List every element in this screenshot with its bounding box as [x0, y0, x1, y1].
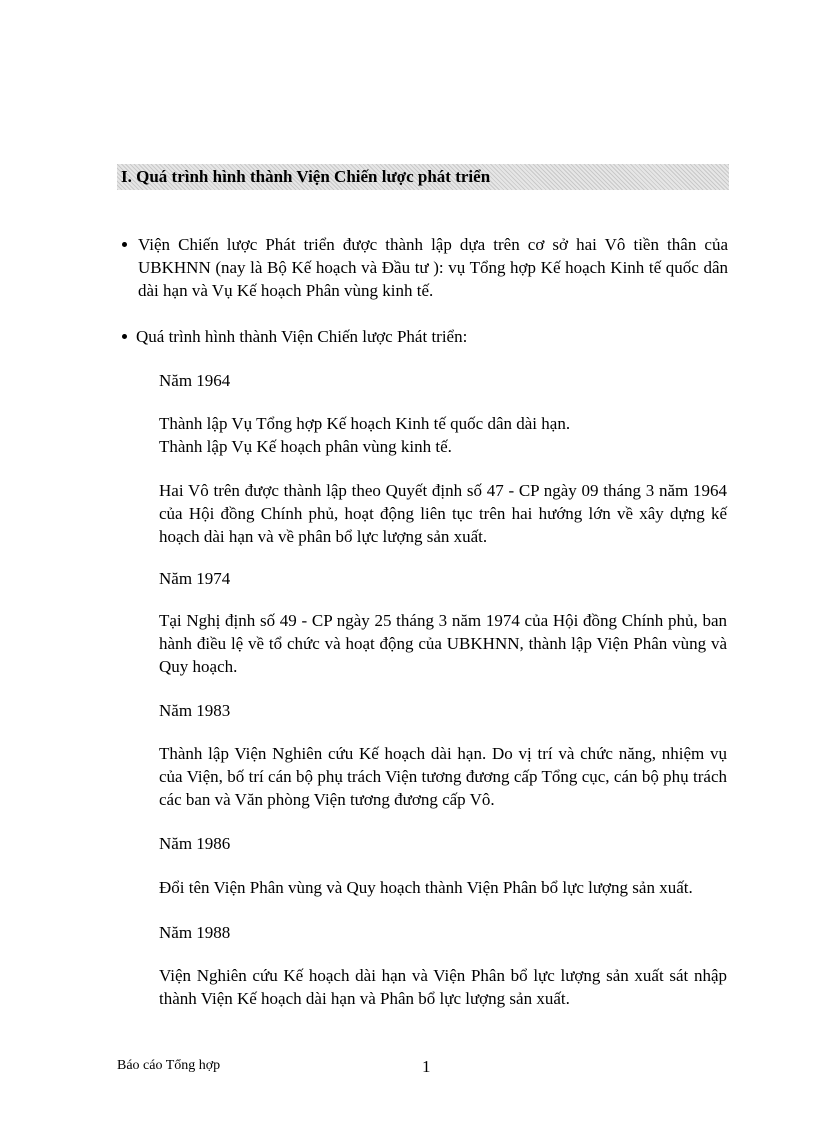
year-label: Năm 1974 — [159, 569, 231, 588]
timeline-line: Thành lập Vụ Tổng hợp Kế hoạch Kinh tế quốc dân dài hạn. — [159, 414, 571, 433]
timeline-paragraph: Thành lập Viện Nghiên cứu Kế hoạch dài hạn. Do vị trí và chức năng, nhiệm vụ của Viện, bố trí cán bộ phụ trách Viện tương đương cấp Tổng cục, cán bộ phụ trách các ban và Văn phòng Viện tương đương cấp Vô. — [159, 744, 727, 809]
timeline-paragraph: Đổi tên Viện Phân vùng và Quy hoạch thành Viện Phân bổ lực lượng sản xuất. — [159, 878, 693, 897]
year-label: Năm 1986 — [159, 834, 231, 853]
timeline-paragraph: Tại Nghị định số 49 - CP ngày 25 tháng 3 năm 1974 của Hội đồng Chính phủ, ban hành điều lệ về tổ chức và hoạt động của UBKHNN, thành lập Viện Phân vùng và Quy hoạch. — [159, 611, 727, 676]
year-label: Năm 1964 — [159, 371, 231, 390]
bullet-paragraph: Viện Chiến lược Phát triển được thành lập dựa trên cơ sở hai Vô tiền thân của UBKHNN (nay là Bộ Kế hoạch và Đầu tư ): vụ Tổng hợp Kế hoạch Kinh tế quốc dân dài hạn và Vụ Kế hoạch Phân vùng kinh tế. — [138, 235, 728, 300]
timeline-paragraph: Hai Vô trên được thành lập theo Quyết định số 47 - CP ngày 09 tháng 3 năm 1964 của Hội đồng Chính phủ, hoạt động liên tục trên hai hướng lớn về xây dựng kế hoạch dài hạn và về phân bổ lực lượng sản xuất. — [159, 481, 727, 546]
page-number: 1 — [422, 1057, 431, 1076]
timeline-paragraph: Viện Nghiên cứu Kế hoạch dài hạn và Viện Phân bổ lực lượng sản xuất sát nhập thành Viện Kế hoạch dài hạn và Phân bổ lực lượng sản xuất. — [159, 966, 727, 1008]
bullet-icon — [122, 334, 127, 339]
timeline-line: Thành lập Vụ Kế hoạch phân vùng kinh tế. — [159, 437, 452, 456]
year-label: Năm 1983 — [159, 701, 231, 720]
section-heading: I. Quá trình hình thành Viện Chiến lược phát triển — [117, 164, 729, 190]
year-label: Năm 1988 — [159, 923, 231, 942]
bullet-paragraph: Quá trình hình thành Viện Chiến lược Phát triển: — [136, 327, 468, 346]
bullet-icon — [122, 242, 127, 247]
footer-label: Báo cáo Tổng hợp — [117, 1058, 221, 1073]
